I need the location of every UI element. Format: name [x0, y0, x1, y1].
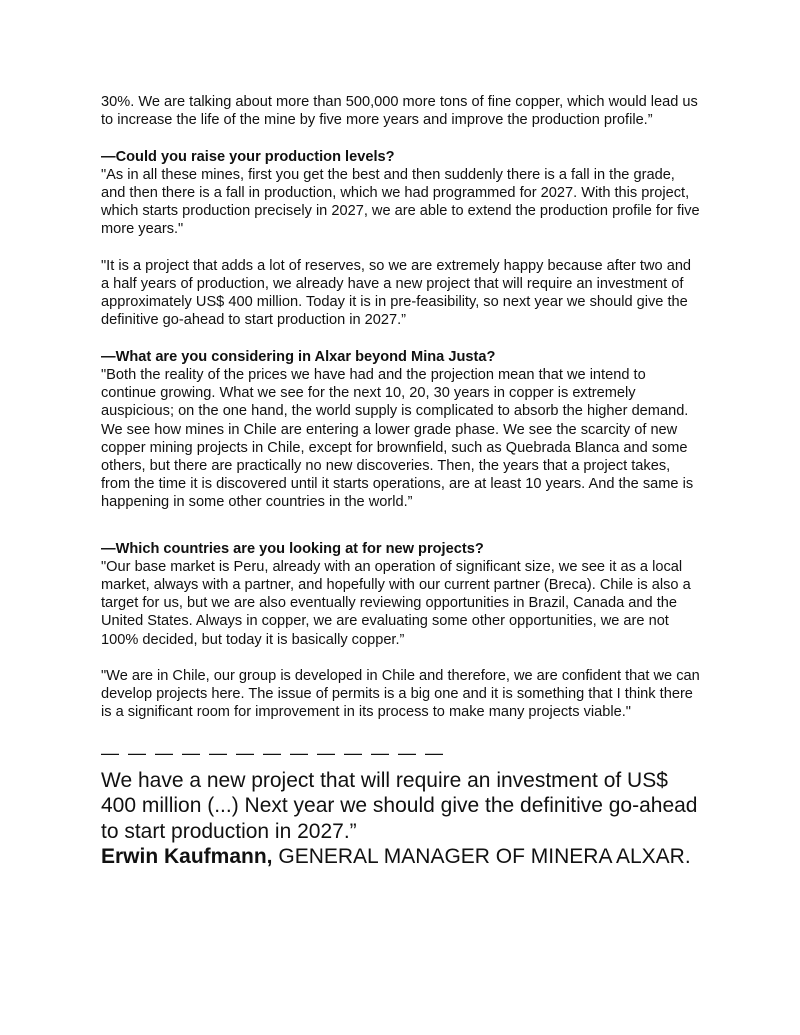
spacer: [101, 239, 701, 257]
spacer: [101, 129, 701, 147]
answer-production-levels-1: "As in all these mines, first you get the best and then suddenly there is a fall in the grade, and then there is a fall in production, which we had programmed for 2027. With this project, which starts production precisely in 2027, we are able to extend the production profile for five more years.": [101, 166, 700, 238]
paragraph-continued: 30%. We are talking about more than 500,000 more tons of fine copper, which would lead us to increase the life of the mine by five more years and improve the production profile.”: [101, 94, 698, 129]
question-countries: —Which countries are you looking at for new projects?: [101, 540, 484, 557]
spacer: [101, 649, 701, 667]
answer-countries-2: "We are in Chile, our group is developed in Chile and therefore, we are confident that we can develop projects here. The issue of permits is a big one and it is something that I think there is a significant room for improvement in its process to make many projects viable.": [101, 668, 700, 721]
answer-alxar-beyond: "Both the reality of the prices we have had and the projection mean that we intend to continue growing. What we see for the next 10, 20, 30 years in copper is extremely auspicious; on the one hand, the world supply is complicated to absorb the higher demand. We see how mines in Chile are entering a lower grade phase. We see the scarcity of new copper mining projects in Chile, except for brownfield, such as Quebrada Blanca and some others, but there are practically no new discoveries. Then, the years that a project takes, from the time it is discovered until it starts operations, are at least 10 years. And the same is happening in some other countries in the world.”: [101, 367, 694, 511]
divider-line: — — — — — — — — — — — — —: [101, 742, 446, 763]
answer-production-levels-2: "It is a project that adds a lot of reserves, so we are extremely happy because after two and a half years of production, we already have a new project that will require an investment of approximately US$ 400 million. Today it is in pre-feasibility, so next year we should give the definitive go-ahead to start production in 2027.”: [101, 257, 692, 329]
spacer: [101, 330, 701, 348]
pull-quote: We have a new project that will require an investment of US$ 400 million (...) Next year we should give the definitive go-ahead to start production in 2027.”: [101, 768, 698, 843]
question-production-levels: —Could you raise your production levels?: [101, 148, 395, 165]
pull-quote-attribution: [101, 844, 701, 870]
spacer: [101, 512, 701, 540]
attribution-name: Erwin Kaufmann,: [101, 845, 273, 869]
article-page: [101, 93, 701, 870]
answer-countries-1: "Our base market is Peru, already with an operation of significant size, we see it as a local market, always with a partner, and hopefully with our current partner (Breca). Chile is also a target for us, but we are also eventually reviewing opportunities in Brazil, Canada and the United States. Always in copper, we are evaluating some other opportunities, we are not 100% decided, but today it is basically copper.”: [101, 558, 691, 648]
question-alxar-beyond: —What are you considering in Alxar beyond Mina Justa?: [101, 348, 496, 365]
attribution-title: GENERAL MANAGER OF MINERA ALXAR.: [272, 845, 691, 869]
